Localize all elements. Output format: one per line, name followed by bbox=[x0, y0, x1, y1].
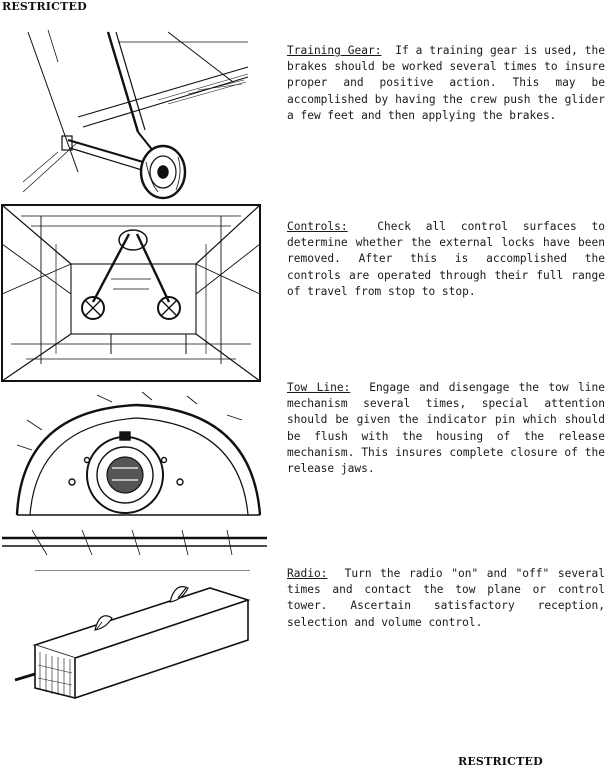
tow-line-release-illustration bbox=[2, 390, 270, 558]
section-radio bbox=[287, 566, 605, 631]
section-heading: Radio: bbox=[287, 567, 328, 580]
section-training-gear bbox=[287, 43, 605, 124]
section-body: If a training gear is used, the brakes should be worked several times to insure proper and positive action. This may be accomplished by having the crew push the glider a few feet and then applying the brakes. bbox=[287, 44, 605, 122]
section-paragraph bbox=[287, 566, 605, 631]
training-gear-illustration bbox=[18, 22, 253, 202]
section-body: Engage and disengage the tow line mechanism several times, special attention should be given the indicator pin which should be flush with the housing of the release mechanism. This insures complete closure of the release jaws. bbox=[287, 381, 605, 476]
security-marking-top: RESTRICTED bbox=[2, 0, 87, 13]
section-heading: Tow Line: bbox=[287, 381, 351, 394]
section-paragraph bbox=[287, 219, 605, 300]
section-body: Turn the radio "on" and "off" several times and contact the tow plane or control tower. Ascertain satisfactory reception, selection and volume control. bbox=[287, 567, 605, 629]
section-tow-line bbox=[287, 380, 605, 477]
section-paragraph bbox=[287, 380, 605, 477]
section-heading: Controls: bbox=[287, 220, 348, 233]
section-controls bbox=[287, 219, 605, 300]
security-marking-bottom: RESTRICTED bbox=[458, 755, 543, 768]
controls-illustration bbox=[1, 204, 263, 384]
section-body: Check all control surfaces to determine whether the external locks have been removed. After this is accomplished the controls are operated through their full range of travel from stop to stop. bbox=[287, 220, 605, 298]
radio-illustration bbox=[10, 570, 260, 700]
section-paragraph bbox=[287, 43, 605, 124]
section-heading: Training Gear: bbox=[287, 44, 382, 57]
